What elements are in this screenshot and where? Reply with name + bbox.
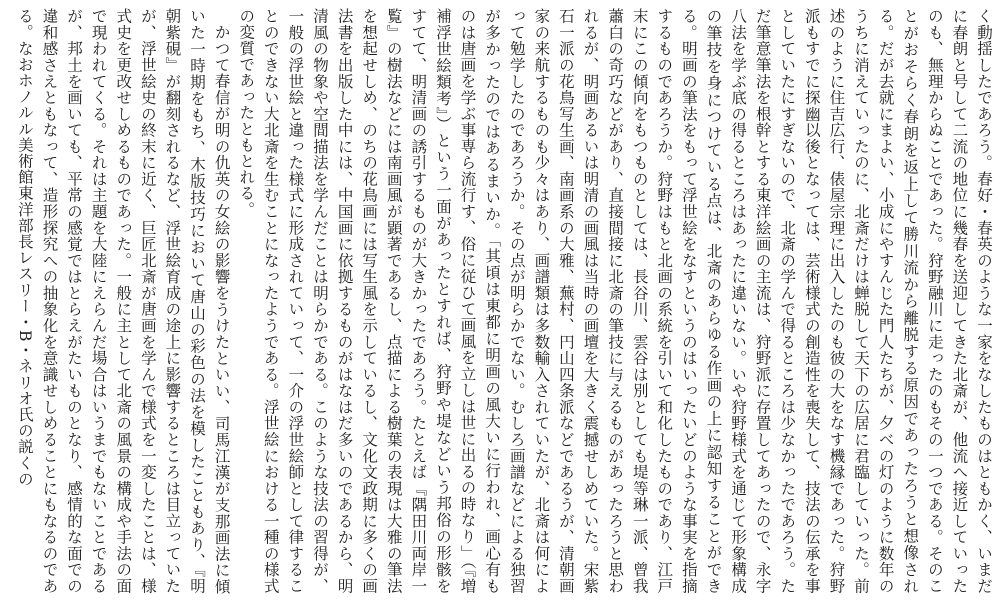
paragraph: かつて春信が明の仇英の女絵の影響をうけたといい、司馬江漢が支那画法に傾いた一時期をもち、木版技巧において唐山の彩色の法を模したこともあり、『明朝紫硯』が翻刻されるなど、浮世絵育成の途上に影響するところは目立っていたが、浮世絵史の終末に近く、巨匠北斎が唐画を学んで様式を一変したことは、様式史を更改せしめるものであった。一般に主として北斎の風景の構成や手法の面で現われてくる。それは主題を大陸にえらんだ場合はいうまでもないことであるが、邦土を画いても、平常の感覚ではとらえがたいものとなり、感情的な面での違和感さえともなって、造形探究への抽象化を意識せしめることにもなるのである。なおホノルル美術館東洋部長レスリー・B・ネリオ氏の説くの [15,8,231,594]
paragraph: く動揺したであろう。春好・春英のような一家をなしたものはともかく、いまだに春朗と号して二流の地位に幾春を送迎してきた北斎が、他流へ接近していったのも、無理からぬことであった。狩野融川に走ったのもその一つである。そのことがおそらく春朗を返上して勝川流から離脱する原因であったろうと想像される。だが去就にまよい、小成にやすんじた門人たちが、夕べの灯のように数年のうちに消えていったのに、北斎だけは蝉脱して天下の広居に君臨していった。前述のように住吉広行、俵屋宗理に出入したのも彼の大をなす機縁であった。狩野派もすでに探幽以後となっては、芸術様式の創造性を喪失して、技法の伝承を事としていたにすぎないので、北斎の学んで得るところは少なかったであろう。ただ筆意筆法を根幹とする東洋絵画の主流は、狩野派に存置してあったので、永字八法を学ぶ底の得るところはあったに違いない。いや狩野様式を通じて形象構成の筆技を身につけている点は、北斎のあらゆる作画の上に認知することができる。明画の筆法をもって浮世絵をなすというのはいったいどのような事実を指摘するものであろうか。狩野はもと北画の系統を引いて和化したものであり、江戸末にこの傾向をもつものとしては、長谷川、雲谷は別としても堤等琳一派、曾我蕭白の奇巧などがあり、直接間接に北斎の筆技に与えるものがあったろうと思われるが、明画あるいは明清の画風は当時の画壇を大きく震撼せしめていた。宋紫石一派の花鳥写生画、南画系の大雅、蕪村、円山四条派などであるうが、清朝画家の来航するものも少々はあり、画譜類は多数輸入されていたが、北斎は何によって勉学したのであろうか。その点が明らかでない。むしろ画譜などによる独習が多かったのではあるまいか。「其頃は東都に明画の風大いに行われ、画心有ものは唐画を学ぶ事専ら流行す、俗に従ひて画風を立しは世に出るの時なり」（『増補浮世絵類考』）という一面があったとすれば、狩野や堤などいう邦俗の形骸をすてて、明清画の誘引するものが大きかったであろう。たとえば『隅田川両岸一覧』の樹法などには南画風が顕著であるし、点描による樹葉の表現は大雅の筆法を想起せしめ、のちの花鳥画には写生風を示しているし、文化文政期に多くの画法書を出版した中には、中国画に依拠するものがはなはだ多いのであるから、明清風の物象や空間描法を学んだことは明らかである。このような技法の習得が、一般の浮世絵と違った様式に形成されていって、一介の浮世絵師として律することのできない大北斎を生むことになったようである。浮世絵における一種の様式の変質であったともとれる。 [237,8,993,594]
